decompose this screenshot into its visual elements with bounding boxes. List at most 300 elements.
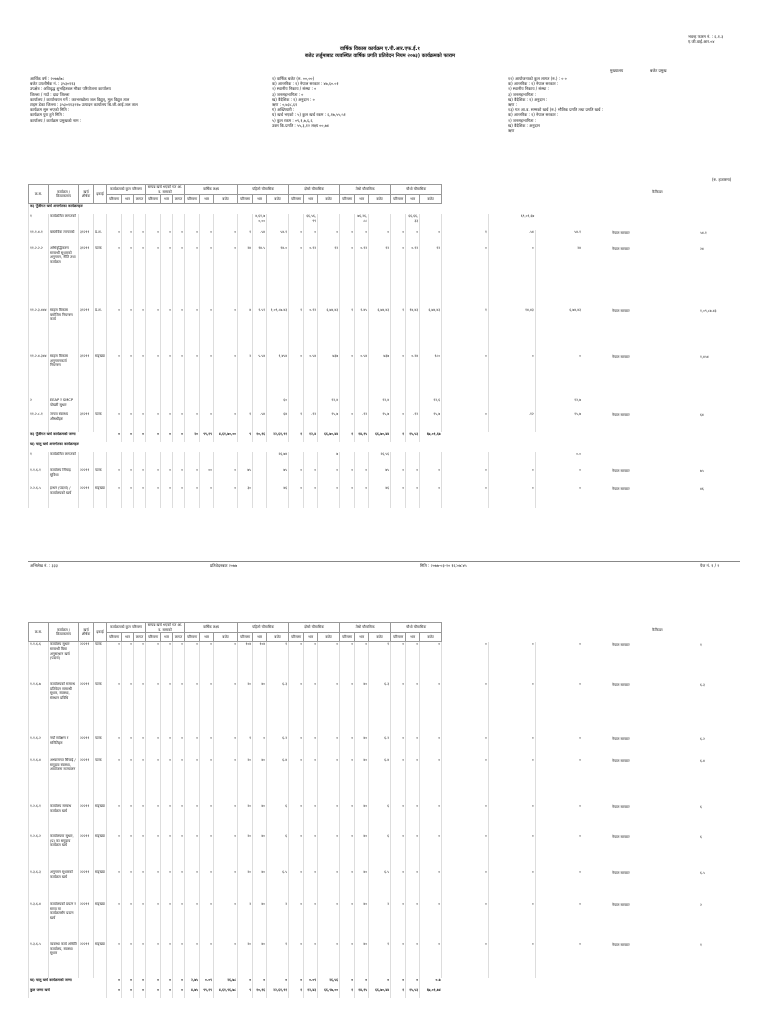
info-right-line: ख) वैदेशिक : १) अनुदान : bbox=[508, 96, 548, 102]
row-value: ६,७४,४३ bbox=[535, 308, 582, 354]
row-value: ० bbox=[391, 246, 406, 308]
table-row bbox=[29, 758, 583, 804]
row-value: ४,६१,७०,०० bbox=[253, 214, 267, 230]
info-left bbox=[30, 76, 260, 123]
col-amount: बजेट bbox=[214, 195, 238, 204]
row-program: कार्यक्रमित लागतको bbox=[49, 214, 79, 230]
row-remarks-value: ६.४ bbox=[700, 758, 705, 763]
section1-total-value: ० bbox=[173, 432, 185, 442]
table-row bbox=[29, 230, 583, 246]
row-value: ० bbox=[200, 354, 214, 398]
row-value: ० bbox=[391, 758, 406, 804]
row-value bbox=[134, 214, 146, 230]
row-program: EEAP र SMCP पोखरी सुधार bbox=[49, 398, 79, 412]
row-value bbox=[289, 398, 304, 412]
row-value bbox=[185, 214, 200, 230]
row-value: ६० bbox=[267, 398, 289, 412]
row-value: ० bbox=[134, 870, 146, 902]
row-value: ० bbox=[107, 902, 122, 942]
row-value: ० bbox=[442, 354, 489, 398]
row-value: ० bbox=[134, 354, 146, 398]
row-value: ० bbox=[535, 942, 582, 978]
row-value: ४० bbox=[253, 834, 267, 870]
col-group-total: कार्यक्रमको कुल परिमाण bbox=[107, 623, 146, 633]
row-value: ० bbox=[146, 736, 161, 758]
row-value: ४० bbox=[253, 804, 267, 834]
row-value: ० bbox=[391, 834, 406, 870]
row-remarks: नेपाल सरकार bbox=[612, 246, 630, 251]
row-value: ० bbox=[214, 468, 238, 486]
row-value: ० bbox=[200, 736, 214, 758]
col-head: खर्च शीर्षक bbox=[79, 623, 94, 642]
row-value: ० bbox=[122, 486, 134, 508]
row-value: ० bbox=[173, 246, 185, 308]
row-value: ४६ bbox=[267, 486, 289, 508]
col-group-q3: तेस्रो चौमासिक bbox=[340, 185, 391, 195]
row-remarks-value: ६.३ bbox=[700, 682, 705, 687]
row-value: ० bbox=[304, 468, 318, 486]
row-program: अभ्यासगत सिंचाई / समुदाय स्वास्थ्य, आयोजना सञ्चालन bbox=[49, 758, 79, 804]
row-head: २२२११ bbox=[79, 902, 94, 942]
section1-total-value: २२,६१,९१ bbox=[267, 432, 289, 442]
col-serial: क्र.स. bbox=[29, 185, 49, 204]
row-remarks: नेपाल सरकार bbox=[612, 412, 630, 417]
grand-total-value: ० bbox=[134, 988, 146, 998]
row-value: ० bbox=[289, 736, 304, 758]
table-row bbox=[29, 804, 583, 834]
row-value: ० bbox=[391, 804, 406, 834]
row-value: ० bbox=[146, 468, 161, 486]
info-mid-line: घ) खर्च भएको : ५) कुल खर्च रकम : ६,१७,५५,५१ bbox=[272, 112, 346, 118]
row-head: २२२११ bbox=[79, 834, 94, 870]
row-value: ० bbox=[107, 246, 122, 308]
row-unit bbox=[94, 398, 107, 412]
row-value: १५,७ bbox=[535, 412, 582, 432]
row-value: २४ bbox=[238, 246, 253, 308]
row-value: ० bbox=[146, 642, 161, 682]
info-mid-line: उक्त कि.प्रगति : ५५,३,१२ लक्ष्य ००,७४ bbox=[272, 122, 329, 128]
row-value: ० bbox=[340, 354, 355, 398]
col-amount: लागत bbox=[173, 633, 185, 642]
row-value: ० bbox=[185, 736, 200, 758]
row-value: ० bbox=[185, 642, 200, 682]
row-value: ० bbox=[122, 354, 134, 398]
row-value bbox=[391, 398, 406, 412]
row-head: २२२११ bbox=[79, 736, 94, 758]
row-value: ० bbox=[304, 642, 318, 682]
row-value: ० bbox=[214, 412, 238, 432]
row-value: ० bbox=[185, 230, 200, 246]
row-value bbox=[355, 452, 369, 468]
row-value: ०.२४ bbox=[406, 354, 420, 398]
row-value: ० bbox=[214, 486, 238, 508]
row-value: २ bbox=[238, 354, 253, 398]
section2-heading bbox=[29, 442, 583, 452]
row-value: ० bbox=[304, 942, 318, 978]
row-value: ० bbox=[146, 230, 161, 246]
col-weight: भार bbox=[304, 633, 318, 642]
row-program: कार्यालय सिंचाइ सुविधा bbox=[49, 468, 79, 486]
row-value: ० bbox=[161, 354, 173, 398]
row-value: ० bbox=[214, 942, 238, 978]
col-qty: परिमाण bbox=[340, 195, 355, 204]
grand-total-value: ९९,१९ bbox=[200, 988, 214, 998]
row-value: ० bbox=[289, 486, 304, 508]
row-unit: सङ्ख्या bbox=[94, 834, 107, 870]
row-value bbox=[134, 398, 146, 412]
row-unit: पटक bbox=[94, 758, 107, 804]
row-value: ० bbox=[289, 834, 304, 870]
row-value: ० bbox=[107, 230, 122, 246]
row-value: ० bbox=[161, 758, 173, 804]
row-value bbox=[355, 398, 369, 412]
row-remarks: नेपाल सरकार bbox=[612, 308, 630, 313]
col-group-done: सम्पन्न खर्च भएको गत आ. व. सम्मको bbox=[146, 623, 185, 633]
row-value: ० bbox=[391, 736, 406, 758]
row-value bbox=[318, 214, 340, 230]
row-value: ० bbox=[406, 468, 420, 486]
section2-total-value: ० bbox=[355, 978, 369, 988]
row-value: ० bbox=[214, 758, 238, 804]
section2-total-value: ०.०९ bbox=[200, 978, 214, 988]
row-value bbox=[161, 452, 173, 468]
row-value: ० bbox=[107, 870, 122, 902]
row-unit: सङ्ख्या bbox=[94, 902, 107, 942]
row-value: ० bbox=[134, 230, 146, 246]
row-value: ० bbox=[318, 736, 340, 758]
row-value: ० bbox=[122, 246, 134, 308]
row-value: ० bbox=[318, 870, 340, 902]
info-left-line: जिल्ला / गाउँ : दाङ जिल्ला bbox=[30, 91, 70, 97]
row-value: ० bbox=[146, 412, 161, 432]
row-serial: १.१.६.२ bbox=[29, 736, 49, 758]
row-value bbox=[253, 468, 267, 486]
row-value: १,४५४ bbox=[267, 354, 289, 398]
row-value: ० bbox=[146, 804, 161, 834]
row-value: ० bbox=[318, 682, 340, 736]
section1-heading bbox=[29, 204, 583, 214]
row-head: २२२११ bbox=[79, 870, 94, 902]
grand-total-value: ४,६१,९६,७८ bbox=[214, 988, 238, 998]
row-program: अभिवृद्धिकरण सम्बन्धी सुधारको अनुगमन, नीति तथा कार्यक्रम bbox=[49, 246, 79, 308]
row-value: .५४ bbox=[253, 230, 267, 246]
grand-total-value: ० bbox=[107, 988, 122, 998]
row-value: ० bbox=[488, 682, 535, 736]
row-value: १ bbox=[267, 942, 289, 978]
row-value: ० bbox=[107, 468, 122, 486]
header-tag-right: बजेट प्रमुख bbox=[650, 68, 667, 73]
row-value bbox=[238, 398, 253, 412]
row-value: ० bbox=[185, 468, 200, 486]
row-value: ६६,५६,९९ bbox=[304, 214, 318, 230]
row-value: ० bbox=[200, 834, 214, 870]
row-value: ५४.१ bbox=[267, 230, 289, 246]
row-value bbox=[173, 214, 185, 230]
row-value: ० bbox=[134, 308, 146, 354]
row-value: ० bbox=[173, 412, 185, 432]
row-remarks: नेपाल सरकार bbox=[612, 230, 630, 235]
row-value: ० bbox=[107, 942, 122, 978]
row-value: ० bbox=[355, 230, 369, 246]
row-value: २० bbox=[238, 834, 253, 870]
row-value bbox=[267, 214, 289, 230]
row-value: ० bbox=[488, 354, 535, 398]
row-value: ० bbox=[318, 834, 340, 870]
row-value: ० bbox=[304, 834, 318, 870]
info-left-line: कार्यक्रम सुरु भएको मिति : bbox=[30, 107, 70, 113]
row-value: १ bbox=[442, 230, 489, 246]
row-unit bbox=[94, 214, 107, 230]
row-value: ० bbox=[442, 902, 489, 942]
col-group-annual: वार्षिक लक्ष्य bbox=[185, 623, 238, 633]
col-group-total: कार्यक्रमको कुल परिमाण bbox=[107, 185, 146, 195]
row-value: १ bbox=[391, 308, 406, 354]
col-amount: लागत bbox=[173, 195, 185, 204]
row-value: ७५ bbox=[238, 468, 253, 486]
row-serial: १.१.६.१ bbox=[29, 468, 49, 486]
row-value bbox=[340, 398, 355, 412]
info-left-line: कार्यालय / कार्यान्वयन गर्ने : करभरखोला जल विद्युत्, मूल विद्युत ताल bbox=[30, 96, 130, 102]
row-value bbox=[200, 452, 214, 468]
row-value: ० bbox=[369, 230, 391, 246]
row-value: ० bbox=[289, 902, 304, 942]
row-serial: १.२.६.१ bbox=[29, 804, 49, 834]
row-value: ६ bbox=[369, 804, 391, 834]
row-value: ० bbox=[420, 834, 442, 870]
row-value: ० bbox=[289, 870, 304, 902]
row-value: ७५ bbox=[369, 468, 391, 486]
col-amount: बजेट bbox=[267, 195, 289, 204]
footer-report: प्रतिवेदनबाट २०७७ bbox=[210, 563, 238, 568]
table-row bbox=[29, 486, 583, 508]
row-value: ०.१२ bbox=[355, 246, 369, 308]
row-value: ० bbox=[107, 642, 122, 682]
row-value: ०.५४ bbox=[304, 354, 318, 398]
row-value: ० bbox=[173, 468, 185, 486]
row-value: ० bbox=[340, 642, 355, 682]
row-value: ०.१२ bbox=[406, 246, 420, 308]
row-value: ० bbox=[161, 682, 173, 736]
row-value: ० bbox=[304, 902, 318, 942]
row-value bbox=[253, 398, 267, 412]
table-row bbox=[29, 452, 583, 468]
row-value: ० bbox=[289, 682, 304, 736]
col-weight: भार bbox=[161, 633, 173, 642]
row-value: ४० bbox=[355, 870, 369, 902]
row-value bbox=[253, 452, 267, 468]
row-unit: सङ्ख्या bbox=[94, 804, 107, 834]
row-value: ० bbox=[289, 942, 304, 978]
table-row bbox=[29, 246, 583, 308]
row-remarks-value: १ bbox=[700, 642, 702, 647]
unit-label: (रु. हजारमा) bbox=[712, 177, 732, 182]
row-value: १ bbox=[340, 308, 355, 354]
info-left-line: बजेट उपशीर्षक नं. : ३५३०११३ bbox=[30, 81, 76, 87]
row-value: ६.३ bbox=[369, 682, 391, 736]
section2-total-value: २६,५६ bbox=[318, 978, 340, 988]
row-value: १ bbox=[238, 412, 253, 432]
row-value: ० bbox=[406, 942, 420, 978]
row-remarks: नेपाल सरकार bbox=[612, 354, 630, 359]
section2-total bbox=[29, 978, 583, 988]
row-serial: १.१.६.७ bbox=[29, 682, 49, 736]
row-value: ० bbox=[340, 230, 355, 246]
row-value: ० bbox=[185, 246, 200, 308]
section1-total-value: ० bbox=[146, 432, 161, 442]
row-value: ० bbox=[161, 230, 173, 246]
row-value: ० bbox=[420, 642, 442, 682]
row-value: ४० bbox=[355, 902, 369, 942]
col-weight: भार bbox=[122, 633, 134, 642]
info-right-line: २) जनसहभागिता : bbox=[508, 117, 536, 123]
row-value: ० bbox=[173, 682, 185, 736]
row-value: ० bbox=[122, 682, 134, 736]
row-value: ० bbox=[214, 902, 238, 942]
row-value: १४.५ bbox=[253, 246, 267, 308]
row-value: ० bbox=[289, 354, 304, 398]
row-value: ० bbox=[214, 246, 238, 308]
row-serial: ११.२.३.४४४ bbox=[29, 308, 49, 354]
section1-total-value: ६६,७०,४४ bbox=[318, 432, 340, 442]
row-head: ३१२११ bbox=[79, 230, 94, 246]
row-value: .१२ bbox=[304, 412, 318, 432]
row-program: बास्तविक लागतको bbox=[49, 230, 79, 246]
row-unit: पटक bbox=[94, 736, 107, 758]
grand-total-value: ० bbox=[122, 988, 134, 998]
col-weight: भार bbox=[253, 195, 267, 204]
row-value: ० bbox=[340, 486, 355, 508]
row-value: ० bbox=[161, 736, 173, 758]
info-mid-line: ख) वैदेशिक : १) अनुदान : ० bbox=[272, 96, 315, 102]
row-value: ० bbox=[122, 412, 134, 432]
row-value: ० bbox=[289, 246, 304, 308]
row-value: ० bbox=[442, 736, 489, 758]
row-value: १४,४३ bbox=[406, 308, 420, 354]
row-value: ० bbox=[122, 804, 134, 834]
row-value: .५४ bbox=[253, 412, 267, 432]
row-value: ७५ bbox=[267, 468, 289, 486]
row-unit: सङ्ख्या bbox=[94, 870, 107, 902]
col-amount: बजेट bbox=[318, 633, 340, 642]
row-value: ० bbox=[289, 642, 304, 682]
row-unit: प्र.श. bbox=[94, 230, 107, 246]
section2-total-value: ० bbox=[391, 978, 406, 988]
col-weight: भार bbox=[406, 195, 420, 204]
row-value: ० bbox=[214, 804, 238, 834]
row-value: ० bbox=[185, 870, 200, 902]
row-remarks: नेपाल सरकार bbox=[612, 642, 630, 647]
row-value bbox=[173, 452, 185, 468]
row-value: ० bbox=[185, 804, 200, 834]
row-value: ० bbox=[340, 870, 355, 902]
col-weight: भार bbox=[122, 195, 134, 204]
col-weight: भार bbox=[355, 195, 369, 204]
row-value: ० bbox=[134, 834, 146, 870]
row-value: ० bbox=[355, 468, 369, 486]
row-unit bbox=[94, 452, 107, 468]
info-right-line: १३) गत आ.व. सम्मको खर्च (रु.) भौतिक प्रगति तथा प्रगति खर्च : bbox=[508, 107, 604, 113]
row-head bbox=[79, 214, 94, 230]
row-value: ० bbox=[488, 834, 535, 870]
row-serial: १.२.६.२ bbox=[29, 834, 49, 870]
footer-date: मिति : २०७७-०३-२० १६:०७:४५ bbox=[420, 563, 467, 568]
row-serial: ११.२.८.१ bbox=[29, 412, 49, 432]
row-value: १ bbox=[238, 230, 253, 246]
row-value: ० bbox=[289, 230, 304, 246]
row-value: ० bbox=[340, 804, 355, 834]
row-value: ० bbox=[535, 834, 582, 870]
info-mid-line: ३) जनसहभागिता : ० bbox=[272, 91, 304, 97]
info-right-line: २) स्थानीय निकाय / संस्था : bbox=[508, 86, 549, 92]
row-value: ०.१२ bbox=[304, 308, 318, 354]
title-line1: वार्षिक विकास कार्यक्रम ए.पी.आर.एफ.ई.१ bbox=[339, 46, 420, 52]
row-value: १५,७ bbox=[369, 412, 391, 432]
row-value: २ bbox=[238, 902, 253, 942]
col-weight: भार bbox=[253, 633, 267, 642]
row-value: ० bbox=[173, 942, 185, 978]
row-value: ० bbox=[173, 804, 185, 834]
row-remarks: नेपाल सरकार bbox=[612, 870, 630, 875]
row-value: ४६ bbox=[369, 486, 391, 508]
row-value: ० bbox=[318, 642, 340, 682]
row-value: २ bbox=[369, 902, 391, 942]
row-value: १.५१ bbox=[253, 308, 267, 354]
row-value: ० bbox=[406, 902, 420, 942]
row-value: ० bbox=[442, 682, 489, 736]
row-value: ० bbox=[340, 412, 355, 432]
grand-total-value: १ bbox=[391, 988, 406, 998]
row-value: ० bbox=[134, 246, 146, 308]
row-value: २६,५६ bbox=[369, 452, 391, 468]
info-right bbox=[508, 76, 738, 133]
row-remarks: नेपाल सरकार bbox=[612, 758, 630, 763]
table-row bbox=[29, 308, 583, 354]
form-code-line2: ए.जी.वाई.आर.०४ bbox=[688, 39, 715, 45]
row-value: ० bbox=[161, 942, 173, 978]
col-group-q1: पहिलो चौमासिक bbox=[238, 623, 289, 633]
col-amount: बजेट bbox=[369, 195, 391, 204]
row-value: ० bbox=[122, 230, 134, 246]
row-value: ० bbox=[355, 642, 369, 682]
row-value: ० bbox=[107, 354, 122, 398]
row-value: ० bbox=[340, 902, 355, 942]
grand-total-value: १ bbox=[340, 988, 355, 998]
col-qty: परिमाण bbox=[391, 633, 406, 642]
row-value: ० bbox=[185, 758, 200, 804]
col-amount: लागत bbox=[134, 633, 146, 642]
row-value: ० bbox=[304, 682, 318, 736]
row-value bbox=[406, 398, 420, 412]
row-value: ० bbox=[200, 942, 214, 978]
row-head: ३१२११ bbox=[79, 412, 94, 432]
col-qty: परिमाण bbox=[238, 195, 253, 204]
row-value bbox=[442, 398, 489, 412]
row-remarks-value: ६.२ bbox=[700, 736, 705, 741]
row-value: ६६,६६,३३ bbox=[406, 214, 420, 230]
row-value: १५,७ bbox=[318, 412, 340, 432]
row-value bbox=[420, 452, 442, 468]
row-value bbox=[173, 398, 185, 412]
row-unit: पटक bbox=[94, 468, 107, 486]
row-value: ७ bbox=[318, 452, 340, 468]
row-value: ४ bbox=[238, 308, 253, 354]
info-mid-line: ग) अख्तियारी : bbox=[272, 107, 295, 113]
row-unit: पटक bbox=[94, 642, 107, 682]
row-value bbox=[340, 214, 355, 230]
section1-total-value: १४,१५ bbox=[355, 432, 369, 442]
section1-total-value: ० bbox=[134, 432, 146, 442]
row-head: २२२११ bbox=[79, 942, 94, 978]
